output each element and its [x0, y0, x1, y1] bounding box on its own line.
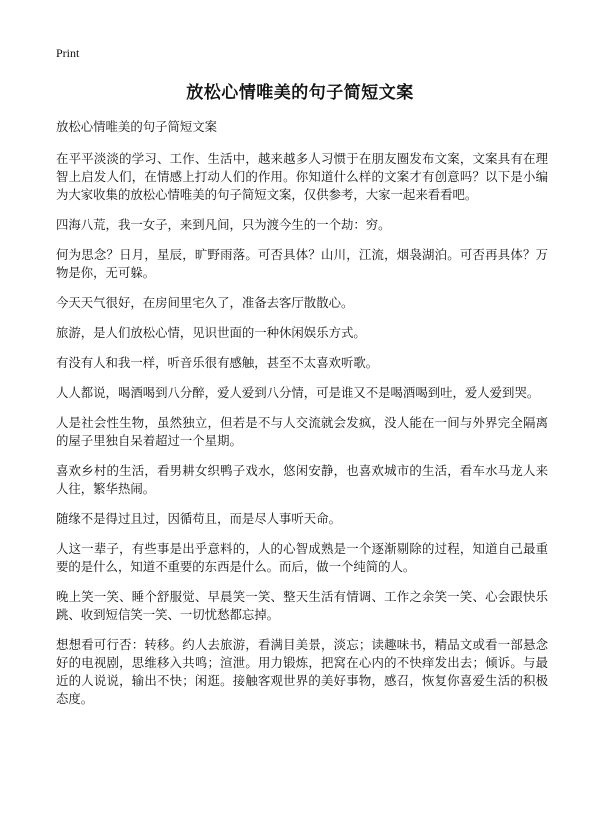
- paragraph: 人这一辈子，有些事是出乎意料的，人的心智成熟是一个逐渐剔除的过程，知道自己最重要的是什么，知道不重要的东西是什么。而后，做一个纯简的人。: [56, 541, 548, 574]
- paragraph: 想想看可行否：转移。约人去旅游，看满目美景，淡忘；读趣味书，精品文或看一部悬念好的电视剧，思维移入共鸣；渲泄。用力锻炼，把窝在心内的不快痒发出去；倾诉。与最近的人说说，输出不快；闲逛。接触客观世界的美好事物，感召，恢复你喜爱生活的积极态度。: [56, 637, 548, 706]
- paragraph: 今天天气很好，在房间里宅久了，准备去客厅散散心。: [56, 295, 354, 310]
- paragraph: 晚上笑一笑、睡个舒服觉、早晨笑一笑、整天生活有情调、工作之余笑一笑、心会跟快乐跳、收到短信笑一笑、一切忧愁都忘掉。: [56, 589, 548, 622]
- paragraph: 有没有人和我一样，听音乐很有感触，甚至不太喜欢听歌。: [56, 355, 379, 370]
- print-link[interactable]: Print: [56, 46, 80, 60]
- paragraph: 人人都说，喝酒喝到八分醉，爱人爱到八分情，可是谁又不是喝酒喝到吐，爱人爱到哭。: [56, 385, 540, 400]
- document-title: 放松心情唯美的句子简短文案: [186, 83, 414, 103]
- paragraph: 旅游，是人们放松心情，见识世面的一种休闲娱乐方式。: [56, 325, 366, 340]
- document-body: [56, 118, 548, 720]
- document-subtitle: 放松心情唯美的句子简短文案: [56, 119, 218, 134]
- paragraph: 喜欢乡村的生活，看男耕女织鸭子戏水，悠闲安静，也喜欢城市的生活，看车水马龙人来人往，繁华热闹。: [56, 463, 548, 496]
- paragraph: 人是社会性生物，虽然独立，但若是不与人交流就会发疯，没人能在一间与外界完全隔离的屋子里独自呆着超过一个星期。: [56, 415, 548, 448]
- paragraph: 四海八荒，我一女子，来到凡间，只为渡今生的一个劫：穷。: [56, 217, 391, 232]
- paragraph: 在平平淡淡的学习、工作、生活中，越来越多人习惯于在朋友圈发布文案，文案具有在理智上启发人们，在情感上打动人们的作用。你知道什么样的文案才有创意吗？以下是小编为大家收集的放松心情唯美的句子简短文案，仅供参考，大家一起来看看吧。: [56, 151, 548, 202]
- paragraph: 何为思念？日月，星辰，旷野雨落。可否具体？山川，江流，烟袅湖泊。可否再具体？万物是你，无可躲。: [56, 247, 548, 280]
- paragraph: 随缘不是得过且过，因循苟且，而是尽人事听天命。: [56, 511, 341, 526]
